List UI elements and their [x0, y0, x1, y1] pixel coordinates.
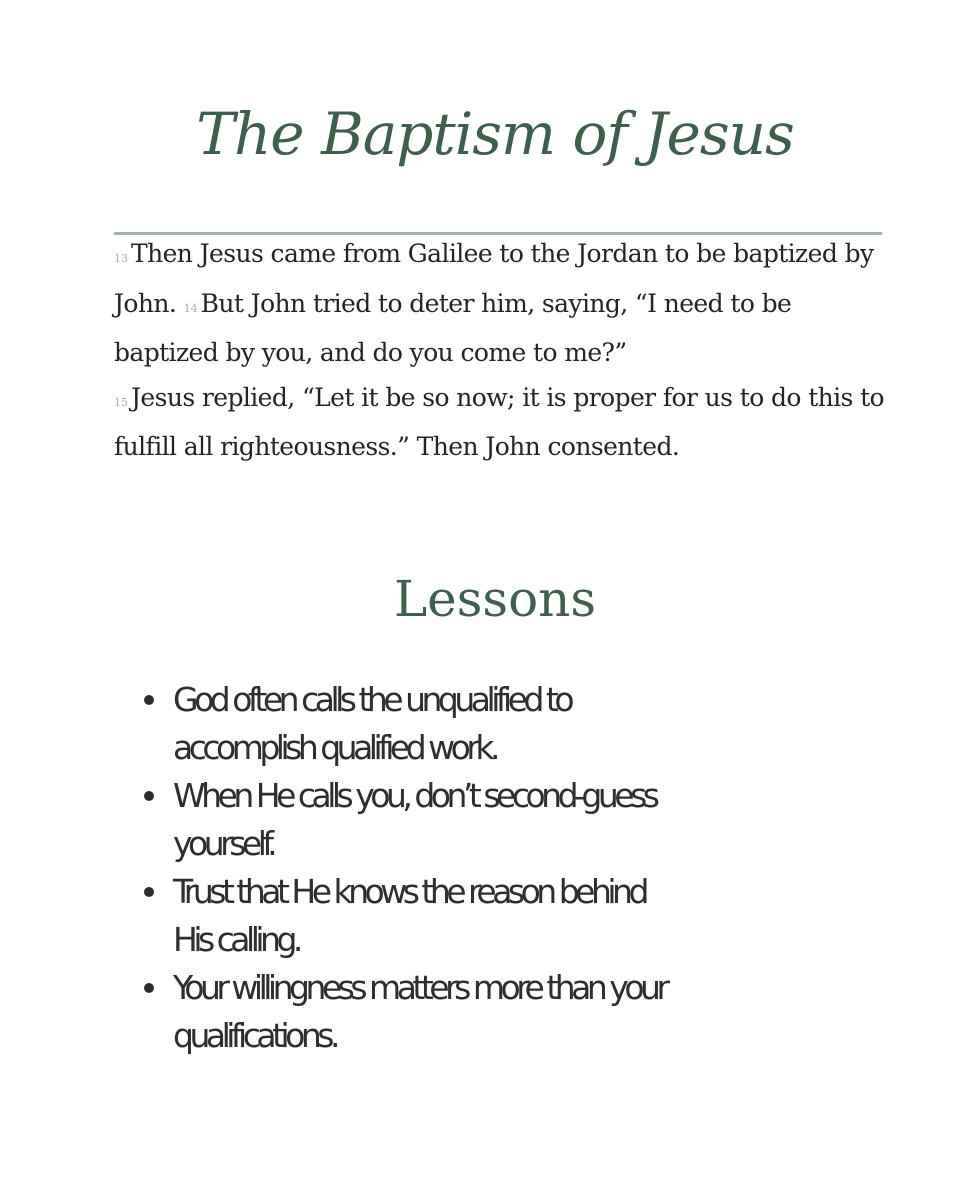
passage-line	[114, 282, 874, 332]
list-item-line: His calling.	[173, 920, 299, 959]
bullet-icon	[144, 791, 154, 801]
lessons-heading: Lessons	[393, 570, 597, 628]
list-item-line: Trust that He knows the reason behind	[173, 872, 645, 911]
list-item	[140, 772, 940, 868]
passage-line	[114, 425, 874, 470]
list-item-line: accomplish qualified work.	[173, 728, 497, 767]
verse-number: 14	[183, 301, 198, 315]
scripture-passage	[114, 232, 885, 470]
list-item-line: When He calls you, don’t second-guess	[173, 776, 656, 815]
passage-line	[114, 376, 885, 426]
page-title: The Baptism of Jesus	[196, 100, 794, 168]
list-item	[140, 676, 940, 772]
list-item	[140, 868, 940, 964]
verse-number: 13	[114, 252, 128, 265]
verse-text: Jesus replied, “Let it be so now; it is proper for us to do this to	[131, 382, 885, 412]
bullet-icon	[144, 887, 154, 897]
list-item-line: God often calls the unqualified to	[173, 680, 571, 719]
verse-text: fulfill all righteousness.” Then John consented.	[114, 432, 680, 461]
list-item	[140, 964, 940, 1060]
bullet-icon	[144, 695, 154, 705]
bullet-icon	[144, 983, 154, 993]
verse-number: 15	[114, 395, 128, 409]
list-item-line: qualifications.	[173, 1016, 336, 1055]
passage-line	[114, 232, 874, 282]
passage-line	[114, 331, 874, 376]
verse-text: baptized by you, and do you come to me?”	[114, 338, 627, 367]
list-item-line: Your willingness matters more than your	[173, 968, 666, 1007]
verse-text: But John tried to deter him, saying, “I need to be	[200, 288, 792, 318]
verse-text: Then Jesus came from Galilee to the Jordan to be baptized by	[131, 239, 874, 268]
list-item-line: yourself.	[173, 824, 274, 863]
verse-text: John.	[114, 288, 184, 318]
lessons-list	[140, 676, 940, 1060]
